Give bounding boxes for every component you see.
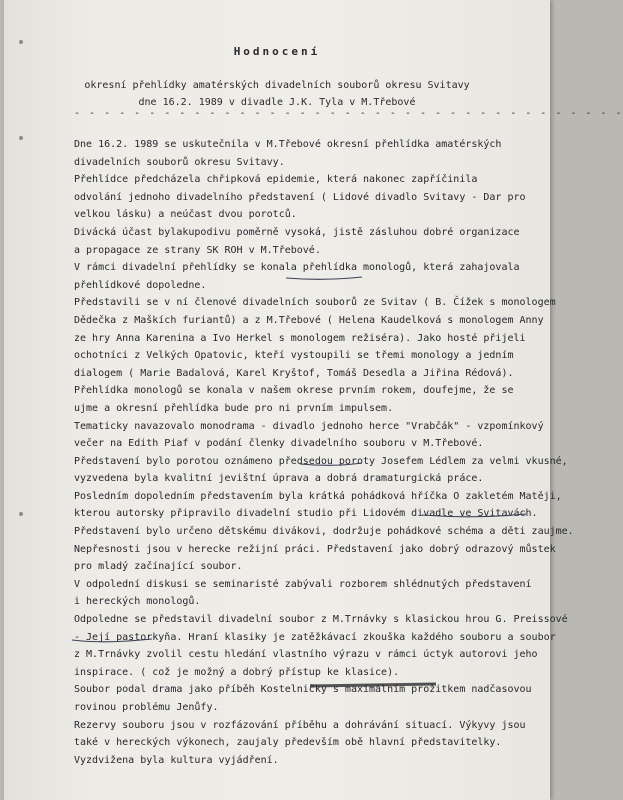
body-line: V odpolední diskusi se seminaristé zabývali rozborem shlédnutých představení [74,578,532,590]
body-line: ujme a okresní přehlídka bude pro ni prvním impulsem. [74,402,394,414]
body-line: Soubor podal drama jako příběh Kostelničky s maximálním prožitkem nadčasovou [74,684,532,696]
body-line: Tematicky navazovalo monodrama - divadlo jednoho herce "Vrabčák" - vzpomínkový [74,420,544,432]
body-line: přehlídkové dopoledne. [74,279,207,291]
document-subtitle-line-2: dne 16.2. 1989 v divadle J.K. Tyla v M.Třebové [138,97,416,108]
body-line: Představení bylo porotou oznámeno předsedou poroty Josefem Lédlem za velmi vkusné, [74,455,568,467]
document-page [4,0,623,800]
body-line: z M.Trnávky zvolil cestu hledání vlastního výrazu v rámci úctyk autorovi jeho [74,649,538,661]
punch-hole-mark [19,512,23,516]
body-line: Odpoledne se představil divadelní soubor z M.Trnávky s klasickou hrou G. Preissové [74,614,568,626]
body-line: ochotníci z Velkých Opatovic, kteří vystoupili se třemi monology a jedním [74,350,514,362]
body-line: Nepřesnosti jsou v herecke režijní práci. Představení jako dobrý odrazový můstek [74,543,556,555]
body-line: Vyzdvižena byla kultura vyjádření. [74,754,279,766]
body-line: Rezervy souboru jsou v rozfázování příběhu a dohrávání situací. Výkyvy jsou [74,719,526,731]
body-line: ze hry Anna Karenina a Ivo Herkel s monologem režiséra). Jako hosté přijeli [74,332,526,344]
body-line: V rámci divadelní přehlídky se konala přehlídka monologů, která zahajovala [74,262,520,274]
body-line: Dne 16.2. 1989 se uskutečnila v M.Třebové okresní přehlídka amatérských [74,139,502,150]
document-title: Hodnocení [233,45,321,58]
punch-hole-mark [19,136,23,140]
body-line: Dědečka z Maškích furiantů) a z M.Třebové ( Helena Kaudelková s monologem Anny [74,314,544,326]
body-line: a propagace ze strany SK ROH v M.Třebové. [74,244,321,256]
document-subtitle-line-1: okresní přehlídky amatérských divadelních souborů okresu Svitavy [84,80,470,91]
body-line: - Její pastorkyňa. Hraní klasiky je zatěžkávací zkouška každého souboru a soubor [74,631,556,643]
body-line: Divácká účast bylakupodivu poměrně vysoká, jistě zásluhou dobré organizace [74,226,520,238]
body-line: také v hereckých výkonech, zaujaly především obě hlavní představitelky. [74,737,502,749]
punch-hole-mark [19,40,23,44]
separator-line: - - - - - - - - - - - - - - - - - - - - - - - - - - - - - - - - - - - - - [74,108,623,119]
body-line: odvolání jednoho divadelního představení ( Lidové divadlo Svitavy - Dar pro [74,191,526,203]
body-line: večer na Edith Piaf v podání členky divadelního souboru v M.Třebové. [74,438,484,450]
body-line: dialogem ( Marie Badalová, Karel Kryštof, Tomáš Desedla a Jiřina Rédová). [74,367,514,379]
body-line: inspirace. ( což je možný a dobrý přístup ke klasice). [74,666,400,678]
body-line: Představení bylo určeno dětskému divákovi, dodržuje pohádkové schéma a děti zaujme. [74,526,574,538]
body-line: velkou lásku) a neúčast dvou porotců. [74,209,297,221]
body-line: Posledním dopoledním představením byla krátká pohádková hříčka O zakletém Matěji, [74,490,562,502]
body-line: pro mladý začínající soubor. [74,561,243,573]
body-line: Přehlídce předcházela chřipková epidemie, která nakonec zapříčinila [74,174,478,186]
body-line: i hereckých monologů. [74,596,201,608]
document-body [74,136,574,769]
body-line: vyzvedena byla kvalitní jevištní úprava a dobrá dramaturgická práce. [74,473,484,485]
body-line: Představili se v ní členové divadelních souborů ze Svitav ( B. Čížek s monologem [74,297,556,309]
body-line: rovinou problému Jenůfy. [74,702,219,713]
body-line: Přehlídka monologů se konala v našem okrese prvním rokem, doufejme, že se [74,385,514,397]
body-line: divadelních souborů okresu Svitavy. [74,156,285,168]
body-line: kterou autorsky připravilo divadelní studio při Lidovém divadle ve Svitavách. [74,508,538,520]
